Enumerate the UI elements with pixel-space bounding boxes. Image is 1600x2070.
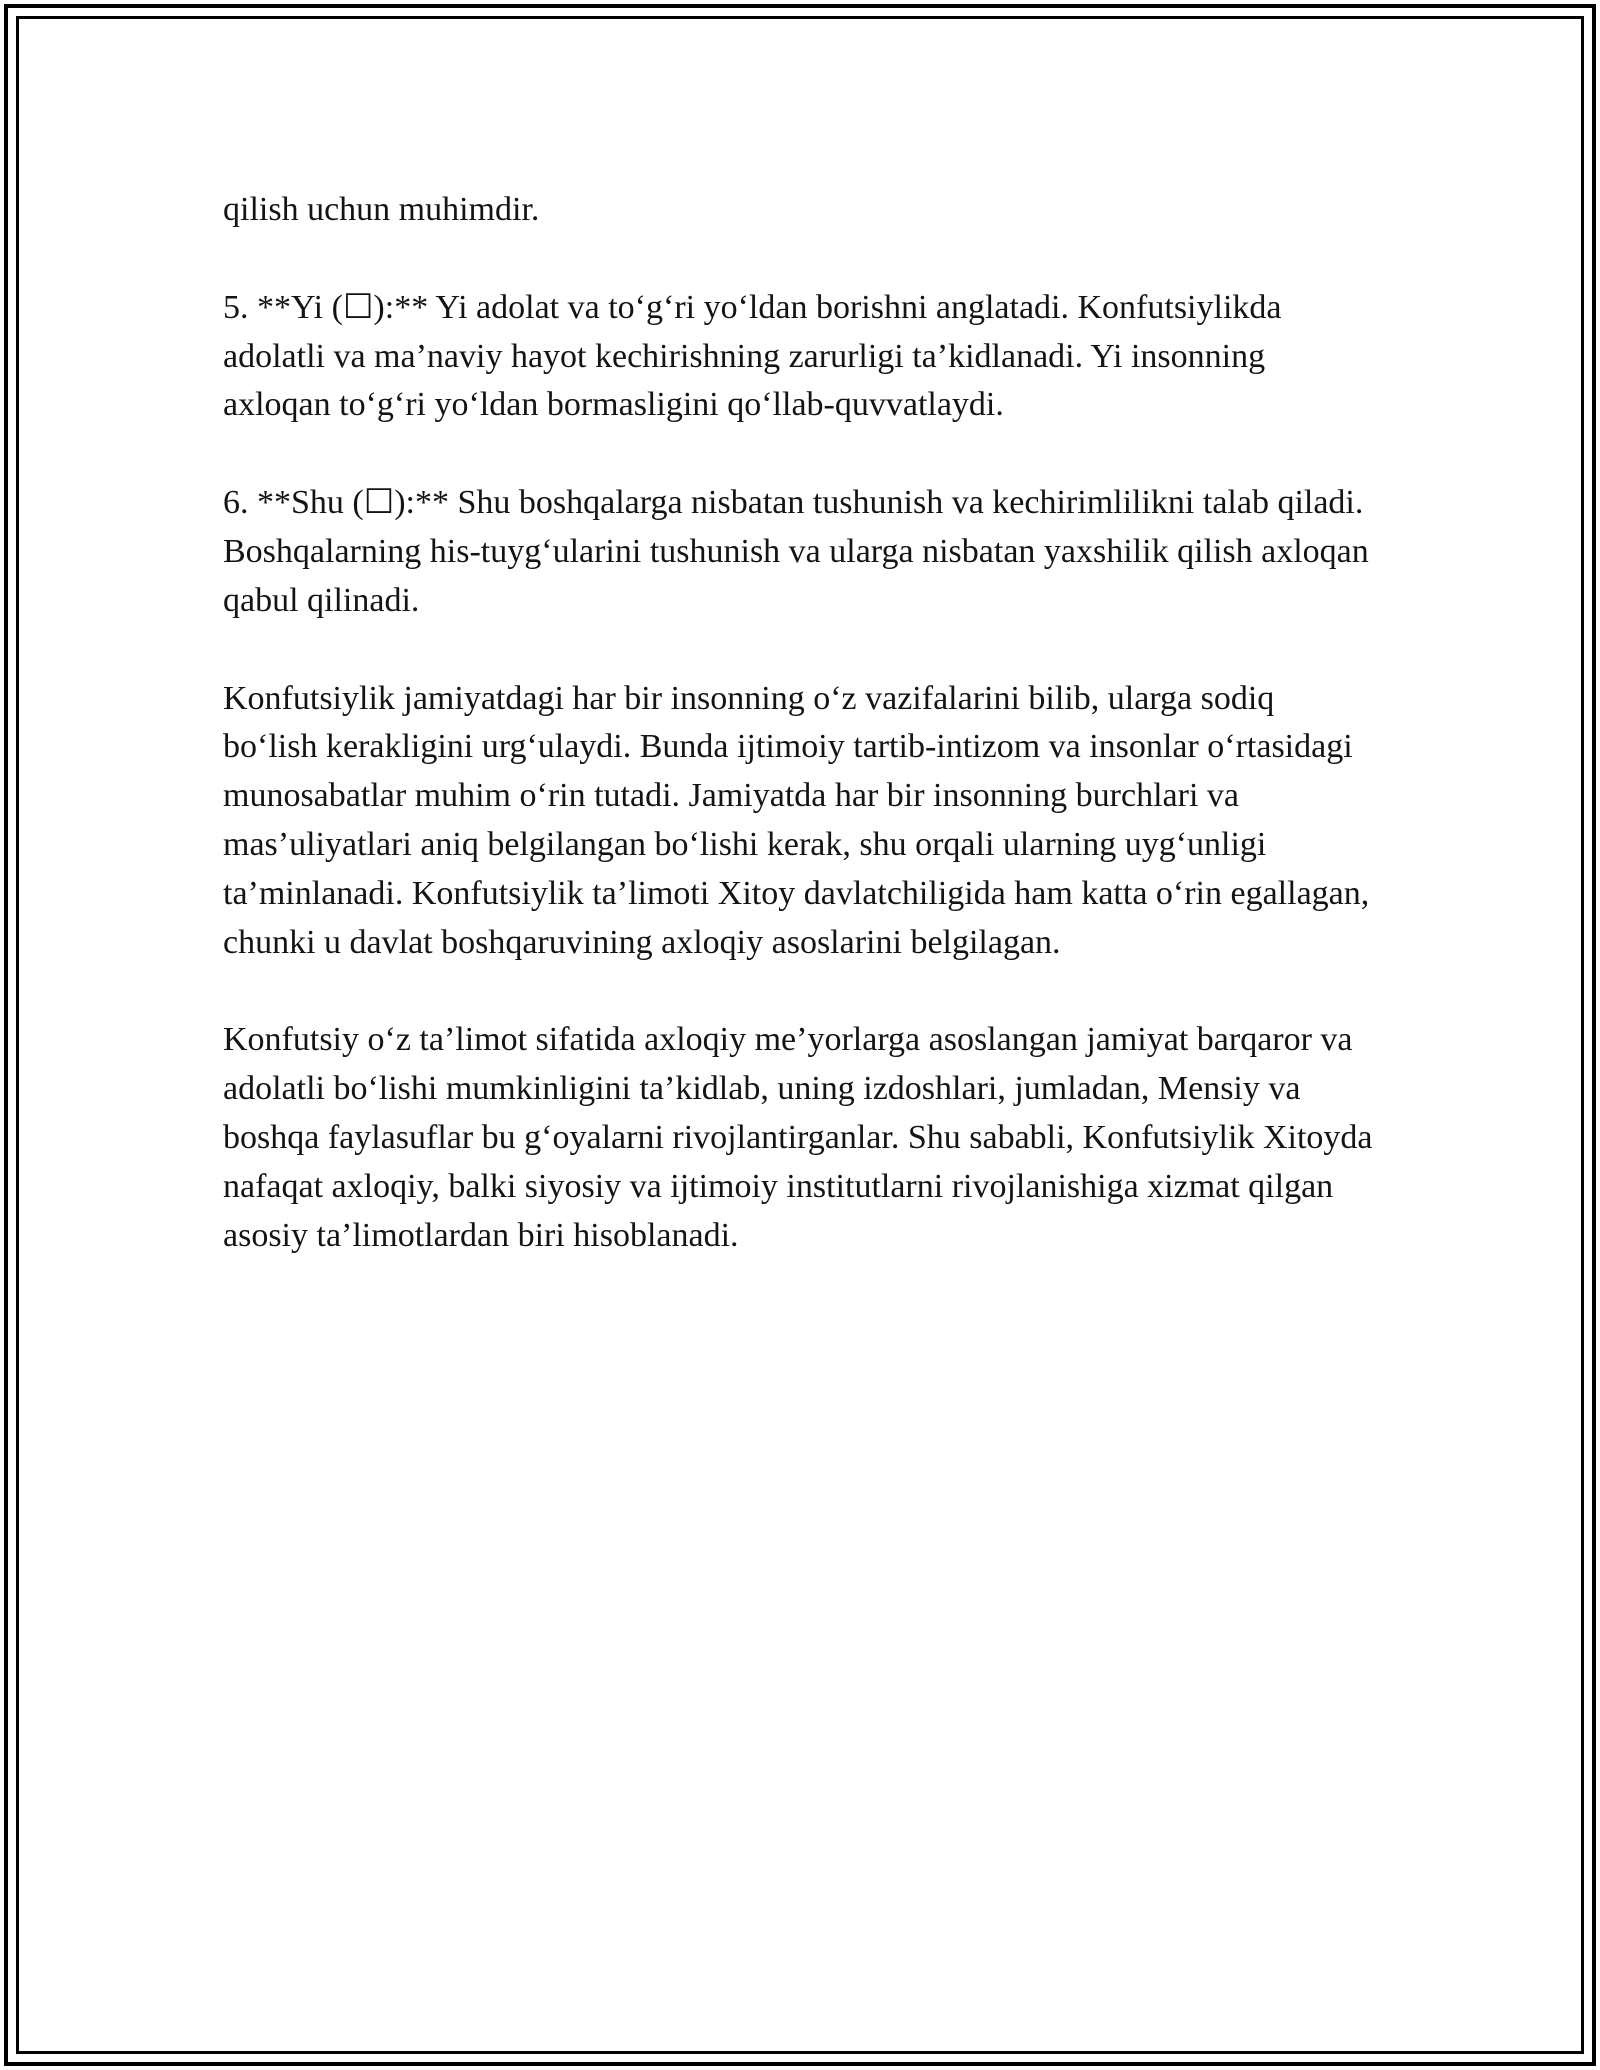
document-body xyxy=(223,186,1373,1260)
paragraph-yi: 5. **Yi (☐):** Yi adolat va to‘g‘ri yo‘ldan borishni anglatadi. Konfutsiylikda adolatli va ma’naviy hayot kechirishning zarurligi ta’kidlanadi. Yi insonning axloqan to‘g‘ri yo‘ldan bormasligini qo‘llab-quvvatlaydi. xyxy=(223,288,1282,424)
paragraph-shu: 6. **Shu (☐):** Shu boshqalarga nisbatan tushunish va kechirimlilikni talab qiladi. Boshqalarning his-tuyg‘ularini tushunish va ularga nisbatan yaxshilik qilish axloqan qabul qilinadi. xyxy=(223,484,1369,619)
paragraph-conclusion: Konfutsiy o‘z ta’limot sifatida axloqiy me’yorlarga asoslangan jamiyat barqaror va adolatli bo‘lishi mumkinligini ta’kidlab, uning izdoshlari, jumladan, Mensiy va boshqa faylasuflar bu g‘oyalarni rivojlantirganlar. Shu sababli, Konfutsiylik Xitoyda nafaqat axloqiy, balki siyosiy va ijtimoiy institutlarni rivojlanishiga xizmat qilgan asosiy ta’limotlardan biri hisoblanadi. xyxy=(223,1021,1373,1254)
paragraph-social-order: Konfutsiylik jamiyatdagi har bir insonning o‘z vazifalarini bilib, ularga sodiq bo‘lish kerakligini urg‘ulaydi. Bunda ijtimoiy tartib-intizom va insonlar o‘rtasidagi munosabatlar muhim o‘rin tutadi. Jamiyatda har bir insonning burchlari va mas’uliyatlari aniq belgilangan bo‘lishi kerak, shu orqali ularning uyg‘unligi ta’minlanadi. Konfutsiylik ta’limoti Xitoy davlatchiligida ham katta o‘rin egallagan, chunki u davlat boshqaruvining axloqiy asoslarini belgilagan. xyxy=(223,679,1370,961)
paragraph-continuation: qilish uchun muhimdir. xyxy=(223,191,540,228)
